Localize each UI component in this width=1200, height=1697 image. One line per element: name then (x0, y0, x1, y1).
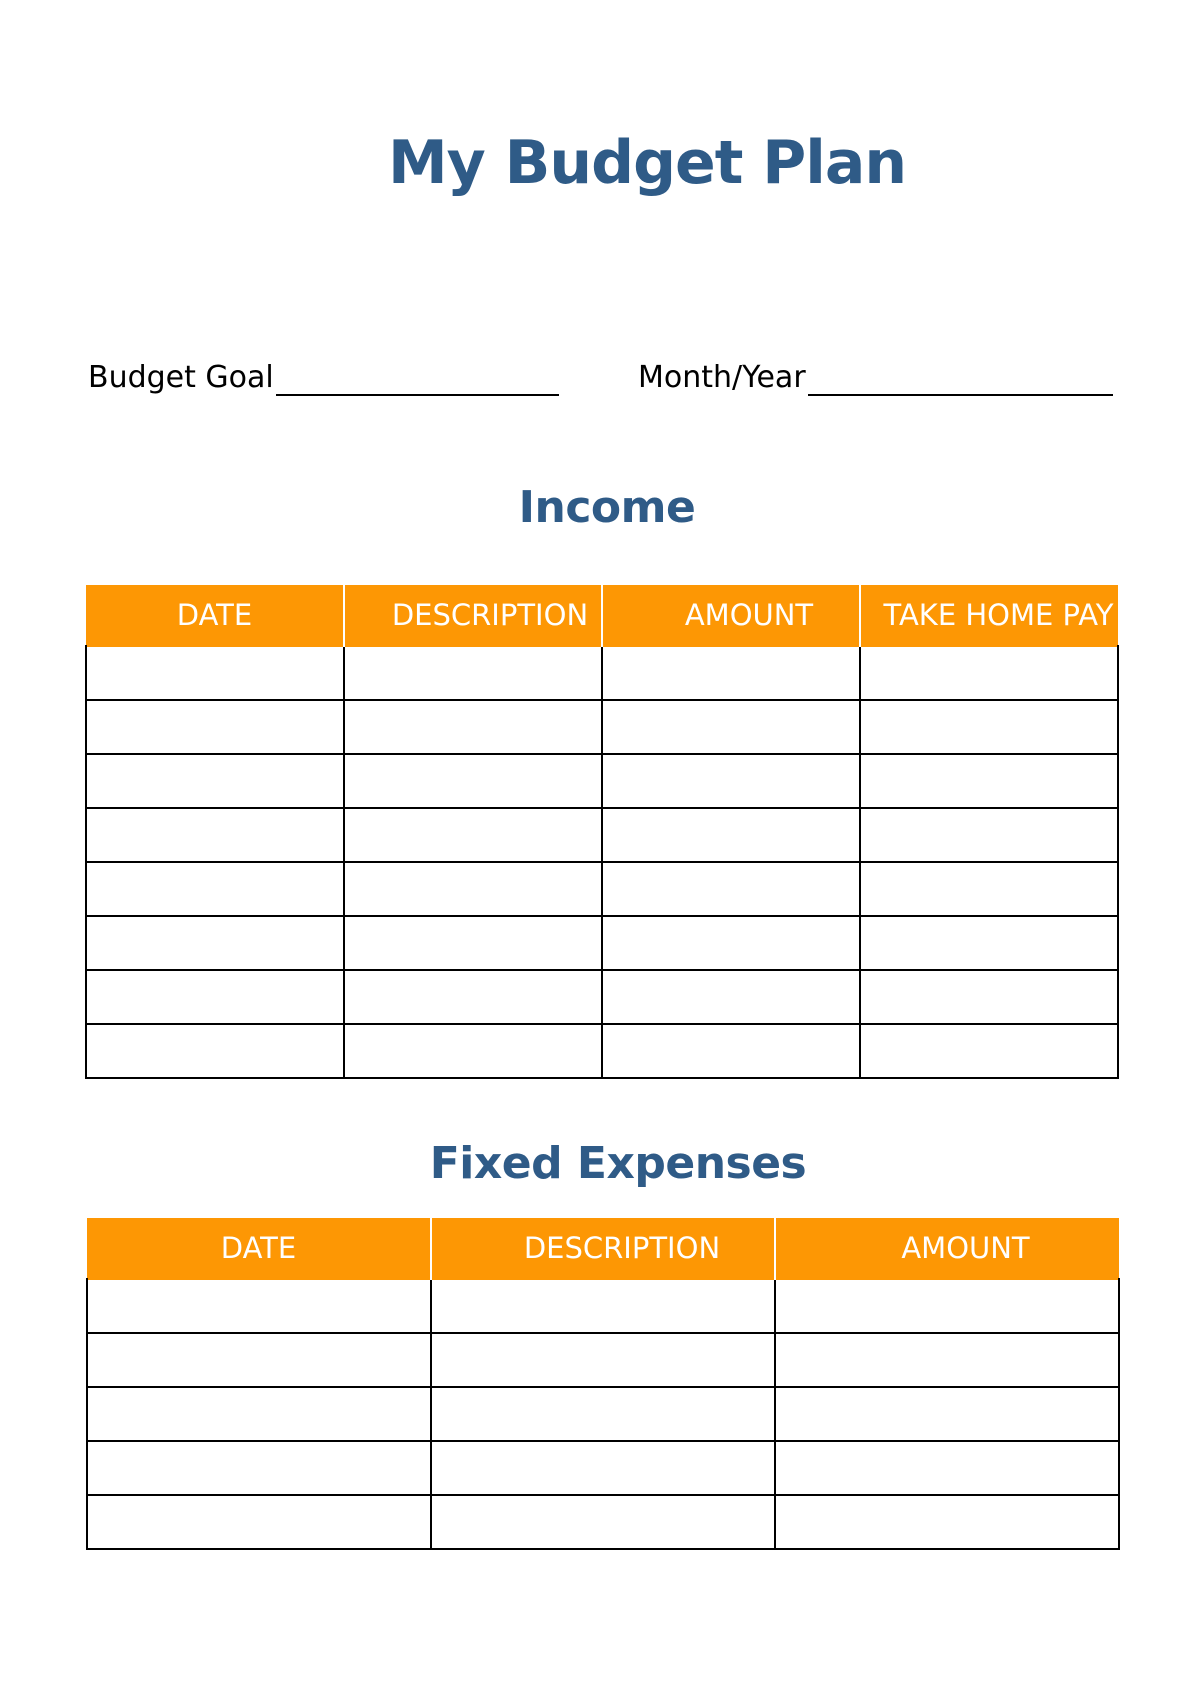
fixed-expenses-cell-amount[interactable] (775, 1441, 1119, 1495)
income-col-amount: AMOUNT (602, 585, 860, 646)
income-row (86, 700, 1118, 754)
fixed-expenses-row (87, 1279, 1119, 1333)
fixed-expenses-col-amount: AMOUNT (775, 1218, 1119, 1279)
fixed-expenses-cell-description[interactable] (431, 1333, 775, 1387)
income-cell-amount[interactable] (602, 1024, 860, 1078)
month-year-input-line[interactable] (808, 366, 1113, 396)
fixed-expenses-cell-amount[interactable] (775, 1495, 1119, 1549)
income-cell-description[interactable] (344, 700, 602, 754)
income-cell-amount[interactable] (602, 916, 860, 970)
income-col-description: DESCRIPTION (344, 585, 602, 646)
fixed-expenses-cell-description[interactable] (431, 1387, 775, 1441)
income-cell-description[interactable] (344, 1024, 602, 1078)
income-cell-date[interactable] (86, 700, 344, 754)
income-cell-description[interactable] (344, 916, 602, 970)
fixed-expenses-cell-date[interactable] (87, 1441, 431, 1495)
month-year-field (638, 360, 1113, 396)
fixed-expenses-cell-date[interactable] (87, 1495, 431, 1549)
income-row (86, 862, 1118, 916)
income-cell-take-home-pay[interactable] (860, 646, 1118, 700)
fixed-expenses-table (86, 1218, 1120, 1550)
income-cell-amount[interactable] (602, 646, 860, 700)
income-cell-description[interactable] (344, 754, 602, 808)
income-cell-date[interactable] (86, 754, 344, 808)
fixed-expenses-row (87, 1387, 1119, 1441)
income-cell-date[interactable] (86, 970, 344, 1024)
income-cell-description[interactable] (344, 646, 602, 700)
fixed-expenses-heading: Fixed Expenses (429, 1138, 807, 1189)
fixed-expenses-table-body (87, 1279, 1119, 1549)
fixed-expenses-cell-date[interactable] (87, 1333, 431, 1387)
income-row (86, 970, 1118, 1024)
budget-goal-input-line[interactable] (276, 366, 559, 396)
income-cell-amount[interactable] (602, 862, 860, 916)
income-cell-take-home-pay[interactable] (860, 862, 1118, 916)
income-col-take-home-pay: TAKE HOME PAY (860, 585, 1118, 646)
income-cell-date[interactable] (86, 862, 344, 916)
fixed-expenses-cell-description[interactable] (431, 1441, 775, 1495)
income-cell-date[interactable] (86, 646, 344, 700)
income-cell-date[interactable] (86, 808, 344, 862)
fixed-expenses-row (87, 1333, 1119, 1387)
page-title: My Budget Plan (387, 128, 907, 198)
fixed-expenses-col-date: DATE (87, 1218, 431, 1279)
fixed-expenses-cell-date[interactable] (87, 1279, 431, 1333)
income-cell-amount[interactable] (602, 970, 860, 1024)
income-cell-take-home-pay[interactable] (860, 970, 1118, 1024)
income-cell-description[interactable] (344, 808, 602, 862)
income-row (86, 646, 1118, 700)
fixed-expenses-row (87, 1495, 1119, 1549)
income-header-row (86, 585, 1118, 646)
fixed-expenses-cell-description[interactable] (431, 1279, 775, 1333)
month-year-label: Month/Year (638, 360, 806, 395)
fixed-expenses-cell-amount[interactable] (775, 1333, 1119, 1387)
income-heading: Income (518, 482, 696, 533)
income-cell-take-home-pay[interactable] (860, 700, 1118, 754)
income-cell-description[interactable] (344, 970, 602, 1024)
fixed-expenses-cell-amount[interactable] (775, 1279, 1119, 1333)
income-row (86, 754, 1118, 808)
income-table (85, 585, 1119, 1079)
income-cell-take-home-pay[interactable] (860, 808, 1118, 862)
fixed-expenses-cell-amount[interactable] (775, 1387, 1119, 1441)
fixed-expenses-row (87, 1441, 1119, 1495)
income-col-date: DATE (86, 585, 344, 646)
income-cell-date[interactable] (86, 916, 344, 970)
income-cell-amount[interactable] (602, 700, 860, 754)
fixed-expenses-col-description: DESCRIPTION (431, 1218, 775, 1279)
fixed-expenses-header-row (87, 1218, 1119, 1279)
income-row (86, 916, 1118, 970)
income-table-body (86, 646, 1118, 1078)
budget-goal-label: Budget Goal (88, 360, 274, 395)
budget-goal-field (88, 360, 559, 396)
fixed-expenses-cell-description[interactable] (431, 1495, 775, 1549)
income-cell-take-home-pay[interactable] (860, 754, 1118, 808)
fixed-expenses-cell-date[interactable] (87, 1387, 431, 1441)
income-cell-take-home-pay[interactable] (860, 916, 1118, 970)
income-row (86, 808, 1118, 862)
income-cell-amount[interactable] (602, 754, 860, 808)
income-row (86, 1024, 1118, 1078)
income-cell-take-home-pay[interactable] (860, 1024, 1118, 1078)
income-cell-date[interactable] (86, 1024, 344, 1078)
income-cell-description[interactable] (344, 862, 602, 916)
income-cell-amount[interactable] (602, 808, 860, 862)
